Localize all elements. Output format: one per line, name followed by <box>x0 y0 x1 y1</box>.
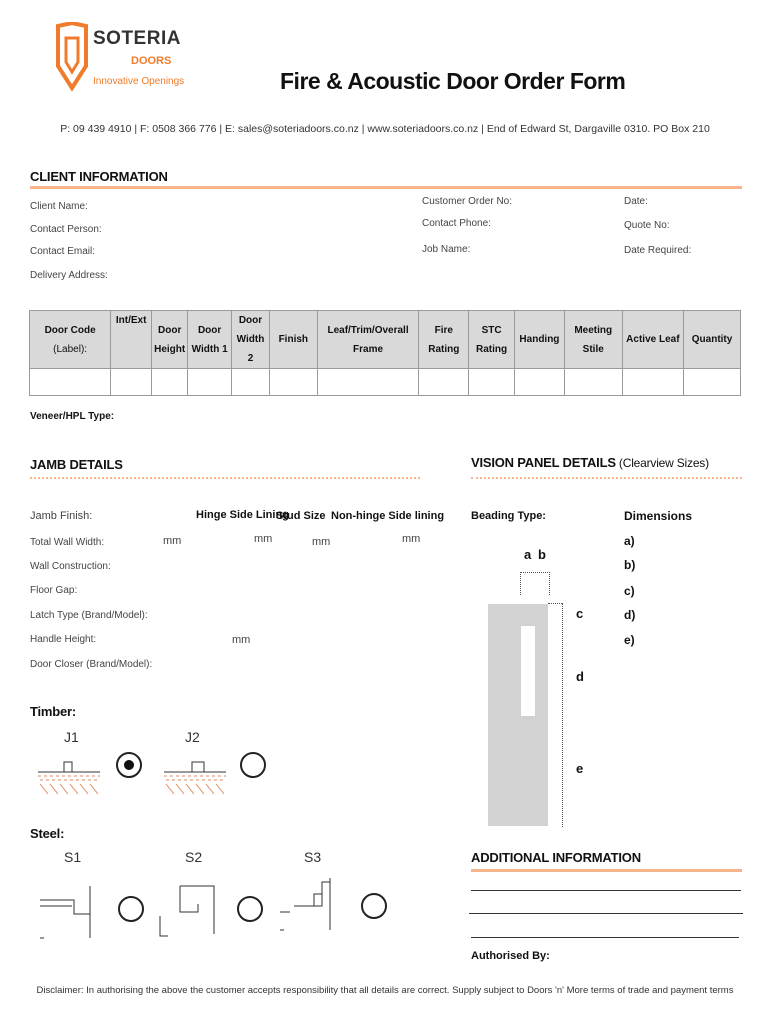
vision-divider <box>471 477 742 479</box>
dim-e: e) <box>624 633 635 647</box>
steel-s3-drawing <box>278 872 348 934</box>
col-int-ext: Int/Ext <box>111 311 152 369</box>
timber-option-j2-label: J2 <box>185 729 200 745</box>
stud-size-header: Stud Size <box>276 510 326 522</box>
cell-door-width-2[interactable] <box>232 369 270 396</box>
col-active-leaf: Active Leaf <box>622 311 684 369</box>
wall-unit: mm <box>402 533 421 545</box>
cell-fire-rating[interactable] <box>419 369 469 396</box>
total-wall-width-label: Total Wall Width: <box>30 537 105 548</box>
customer-order-label: Customer Order No: <box>422 196 513 207</box>
cell-meeting-stile[interactable] <box>564 369 622 396</box>
vision-panel-diagram <box>486 545 596 830</box>
cell-handing[interactable] <box>514 369 564 396</box>
jamb-j1-drawing <box>36 758 102 800</box>
vision-panel-glass <box>521 626 535 716</box>
col-finish: Finish <box>269 311 317 369</box>
cell-int-ext[interactable] <box>111 369 152 396</box>
jamb-heading: JAMB DETAILS <box>30 457 123 472</box>
col-fire-rating: Fire Rating <box>419 311 469 369</box>
wall-construction-label: Wall Construction: <box>30 561 111 572</box>
cell-leaf-trim[interactable] <box>317 369 419 396</box>
disclaimer: Disclaimer: In authorising the above the customer accepts responsibility that all details are correct. Supply subject to Doors 'n' More terms of trade and payment terms <box>36 985 734 996</box>
diagram-label-b: b <box>538 547 546 562</box>
col-door-width-1: Door Width 1 <box>188 311 232 369</box>
diagram-label-c: c <box>576 606 584 621</box>
floor-gap-label: Floor Gap: <box>30 585 78 596</box>
client-info-heading: CLIENT INFORMATION <box>30 169 168 184</box>
col-handing: Handing <box>514 311 564 369</box>
authorised-by-label: Authorised By: <box>471 950 550 962</box>
contact-line: P: 09 439 4910 | F: 0508 366 776 | E: sales@soteriadoors.co.nz | www.soteriadoors.co.nz | End of Edward St, Dargaville 0310. PO Box 210 <box>60 123 710 135</box>
wall-unit: mm <box>254 533 273 545</box>
logo-sub: DOORS <box>131 55 172 67</box>
additional-info-line-3[interactable] <box>471 937 739 938</box>
steel-s2-drawing <box>158 876 224 938</box>
steel-s3-radio[interactable] <box>361 893 387 919</box>
door-closer-label: Door Closer (Brand/Model): <box>30 659 153 670</box>
handle-height-label: Handle Height: <box>30 634 97 645</box>
col-stc-rating: STC Rating <box>469 311 515 369</box>
wall-unit: mm <box>163 535 182 547</box>
col-door-width-2: Door Width 2 <box>232 311 270 369</box>
steel-s1-drawing <box>38 880 98 940</box>
veneer-label: Veneer/HPL Type: <box>30 411 115 422</box>
table-row[interactable] <box>30 369 741 396</box>
col-quantity: Quantity <box>684 311 741 369</box>
steel-option-s1-label: S1 <box>64 849 82 865</box>
steel-s2-radio[interactable] <box>237 896 263 922</box>
non-hinge-side-header: Non-hinge Side lining <box>331 510 445 522</box>
quote-no-label: Quote No: <box>624 220 670 231</box>
additional-info-line-1[interactable] <box>471 890 741 891</box>
timber-j2-radio[interactable] <box>240 752 266 778</box>
beading-type-label: Beading Type: <box>471 510 546 522</box>
dim-d: d) <box>624 608 636 622</box>
diagram-label-a: a <box>524 547 532 562</box>
col-door-height: Door Height <box>152 311 188 369</box>
additional-info-heading: ADDITIONAL INFORMATION <box>471 850 641 865</box>
contact-phone-label: Contact Phone: <box>422 218 491 229</box>
additional-info-line-2[interactable] <box>469 913 743 914</box>
col-meeting-stile: Meeting Stile <box>564 311 622 369</box>
date-required-label: Date Required: <box>624 245 692 256</box>
section-divider <box>30 186 742 189</box>
dim-c: c) <box>624 584 635 598</box>
delivery-address-label: Delivery Address: <box>30 270 108 281</box>
dim-a: a) <box>624 534 635 548</box>
client-name-label: Client Name: <box>30 201 88 212</box>
door-leaf-shape <box>488 604 548 826</box>
cell-door-height[interactable] <box>152 369 188 396</box>
latch-type-label: Latch Type (Brand/Model): <box>30 610 148 621</box>
timber-j1-radio[interactable] <box>116 752 142 778</box>
dimensions-title: Dimensions <box>624 509 693 523</box>
timber-option-j1-label: J1 <box>64 729 79 745</box>
date-label: Date: <box>624 196 648 207</box>
form-title: Fire & Acoustic Door Order Form <box>280 68 626 94</box>
logo-name: SOTERIA <box>93 28 181 49</box>
table-header-row <box>30 311 741 369</box>
vision-heading: VISION PANEL DETAILS (Clearview Sizes) <box>471 455 709 470</box>
door-order-table <box>29 310 741 396</box>
steel-s1-radio[interactable] <box>118 896 144 922</box>
cell-quantity[interactable] <box>684 369 741 396</box>
diagram-label-d: d <box>576 669 584 684</box>
dim-b: b) <box>624 558 636 572</box>
timber-heading: Timber: <box>30 704 77 719</box>
jamb-divider <box>30 477 420 479</box>
additional-divider <box>471 869 742 872</box>
steel-heading: Steel: <box>30 826 65 841</box>
contact-email-label: Contact Email: <box>30 246 96 257</box>
cell-finish[interactable] <box>269 369 317 396</box>
cell-stc-rating[interactable] <box>469 369 515 396</box>
logo-tagline: Innovative Openings <box>93 76 185 87</box>
col-leaf-trim: Leaf/Trim/Overall Frame <box>317 311 419 369</box>
job-name-label: Job Name: <box>422 244 471 255</box>
steel-option-s3-label: S3 <box>304 849 322 865</box>
wall-unit: mm <box>312 536 331 548</box>
shield-logo-icon <box>55 22 89 92</box>
jamb-j2-drawing <box>162 758 228 800</box>
steel-option-s2-label: S2 <box>185 849 203 865</box>
company-logo <box>55 22 185 94</box>
handle-height-unit: mm <box>232 634 251 646</box>
diagram-label-e: e <box>576 761 584 776</box>
cell-active-leaf[interactable] <box>622 369 684 396</box>
jamb-finish-label: Jamb Finish: <box>30 510 93 522</box>
cell-door-width-1[interactable] <box>188 369 232 396</box>
contact-person-label: Contact Person: <box>30 224 102 235</box>
hinge-side-header: Hinge Side Lining <box>196 509 289 521</box>
cell-door-code[interactable] <box>30 369 111 396</box>
col-door-code: Door Code (Label): <box>30 311 111 369</box>
